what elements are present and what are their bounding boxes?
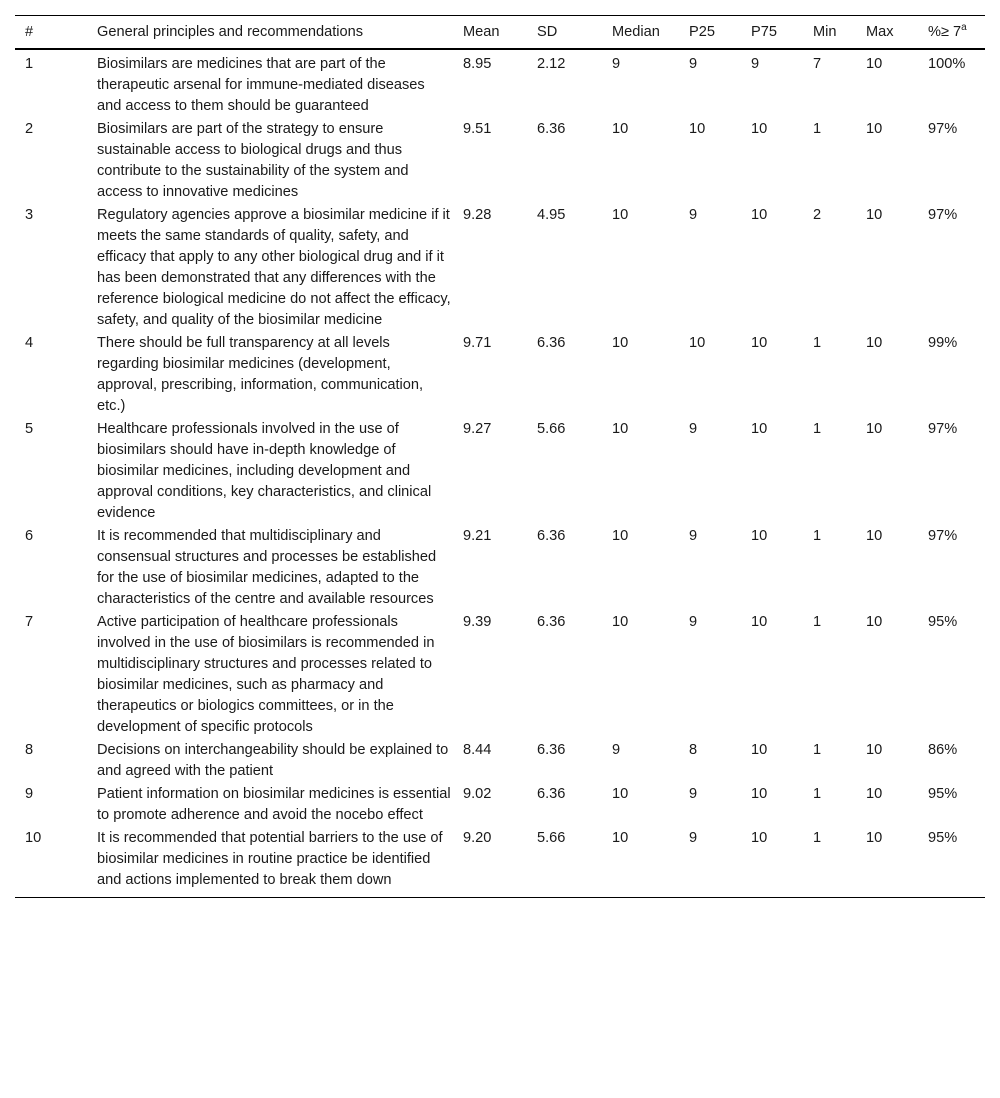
row-principle: Patient information on biosimilar medicines is essential to promote adherence and avoid the nocebo effect [97, 786, 451, 823]
row-sd: 6.36 [537, 786, 566, 802]
table-row [15, 782, 985, 826]
row-p25: 9 [689, 528, 698, 544]
row-min: 1 [813, 421, 822, 437]
table-row [15, 417, 985, 524]
footnote-marker: a [961, 22, 967, 33]
row-mean: 8.95 [463, 56, 492, 72]
table-row [15, 49, 985, 117]
row-max: 10 [866, 830, 883, 846]
row-number: 2 [25, 121, 34, 137]
row-p25: 8 [689, 742, 698, 758]
row-min: 1 [813, 121, 822, 137]
row-p25: 9 [689, 207, 698, 223]
row-max: 10 [866, 207, 883, 223]
row-sd: 6.36 [537, 121, 566, 137]
row-number: 7 [25, 614, 34, 630]
row-max: 10 [866, 614, 883, 630]
row-number: 3 [25, 207, 34, 223]
row-median: 9 [612, 56, 621, 72]
row-percent: 95% [928, 786, 958, 802]
row-percent: 86% [928, 742, 958, 758]
table-header [15, 16, 985, 50]
row-mean: 9.02 [463, 786, 492, 802]
row-p25: 9 [689, 614, 698, 630]
row-p25: 9 [689, 56, 698, 72]
header-p25: P25 [689, 24, 715, 40]
row-max: 10 [866, 786, 883, 802]
header-percent-ge-7 [918, 16, 985, 50]
table-row [15, 203, 985, 331]
row-sd: 6.36 [537, 528, 566, 544]
recommendations-table [15, 15, 985, 898]
row-number: 8 [25, 742, 34, 758]
row-number: 1 [25, 56, 34, 72]
row-median: 10 [612, 121, 629, 137]
row-p75: 10 [751, 786, 768, 802]
row-p75: 10 [751, 335, 768, 351]
row-mean: 9.71 [463, 335, 492, 351]
header-row [15, 16, 985, 50]
row-min: 1 [813, 786, 822, 802]
row-number: 5 [25, 421, 34, 437]
row-percent: 95% [928, 830, 958, 846]
row-median: 10 [612, 830, 629, 846]
row-number: 6 [25, 528, 34, 544]
table-row [15, 117, 985, 203]
header-number: # [25, 24, 34, 40]
row-p75: 10 [751, 121, 768, 137]
row-p75: 10 [751, 614, 768, 630]
header-max: Max [866, 24, 894, 40]
row-percent: 97% [928, 421, 958, 437]
row-median: 10 [612, 614, 629, 630]
row-percent: 97% [928, 207, 958, 223]
row-percent: 100% [928, 56, 966, 72]
row-mean: 9.21 [463, 528, 492, 544]
row-mean: 8.44 [463, 742, 492, 758]
row-p75: 10 [751, 421, 768, 437]
header-p75: P75 [751, 24, 777, 40]
table-row [15, 738, 985, 782]
row-principle: It is recommended that potential barriers to the use of biosimilar medicines in routine practice be identified and actions implemented to break them down [97, 830, 443, 888]
row-p25: 10 [689, 121, 706, 137]
row-percent: 95% [928, 614, 958, 630]
row-p75: 10 [751, 528, 768, 544]
row-mean: 9.27 [463, 421, 492, 437]
row-max: 10 [866, 335, 883, 351]
header-principles: General principles and recommendations [97, 24, 364, 40]
row-sd: 6.36 [537, 742, 566, 758]
row-percent: 97% [928, 121, 958, 137]
row-number: 9 [25, 786, 34, 802]
recommendations-table-container [15, 15, 985, 898]
row-min: 2 [813, 207, 822, 223]
row-principle: Regulatory agencies approve a biosimilar medicine if it meets the same standards of quality, safety, and efficacy that apply to any other biological drug and if it has been demonstrated that any differences with the reference biological medicine do not affect the efficacy, safety, and quality of the biosimilar medicine [97, 207, 451, 328]
row-median: 10 [612, 421, 629, 437]
row-p75: 10 [751, 742, 768, 758]
row-median: 10 [612, 528, 629, 544]
row-number: 4 [25, 335, 34, 351]
table-body [15, 49, 985, 898]
row-median: 10 [612, 786, 629, 802]
row-min: 1 [813, 528, 822, 544]
row-mean: 9.20 [463, 830, 492, 846]
row-principle: Active participation of healthcare professionals involved in the use of biosimilars is recommended in multidisciplinary structures and processes related to biosimilar medicines, such as pharmacy and therapeutics or biologics committees, or in the development of specific protocols [97, 614, 435, 735]
row-min: 1 [813, 335, 822, 351]
row-p75: 9 [751, 56, 760, 72]
row-principle: Biosimilars are part of the strategy to ensure sustainable access to biological drugs and thus contribute to the sustainability of the system and access to innovative medicines [97, 121, 409, 200]
row-sd: 4.95 [537, 207, 566, 223]
row-max: 10 [866, 56, 883, 72]
row-min: 1 [813, 614, 822, 630]
row-sd: 5.66 [537, 830, 566, 846]
row-percent: 99% [928, 335, 958, 351]
row-p25: 9 [689, 786, 698, 802]
row-principle: Healthcare professionals involved in the use of biosimilars should have in-depth knowledge of biosimilar medicines, including development and approval conditions, key characteristics, and clinical evidence [97, 421, 432, 521]
table-row [15, 331, 985, 417]
row-median: 9 [612, 742, 621, 758]
row-p75: 10 [751, 207, 768, 223]
row-min: 7 [813, 56, 822, 72]
table-row [15, 610, 985, 738]
header-min: Min [813, 24, 837, 40]
row-percent: 97% [928, 528, 958, 544]
row-max: 10 [866, 528, 883, 544]
row-principle: There should be full transparency at all levels regarding biosimilar medicines (development, approval, prescribing, information, communication, etc.) [97, 335, 424, 414]
row-min: 1 [813, 742, 822, 758]
row-sd: 5.66 [537, 421, 566, 437]
row-max: 10 [866, 421, 883, 437]
row-p25: 9 [689, 830, 698, 846]
row-p25: 10 [689, 335, 706, 351]
row-number: 10 [25, 830, 42, 846]
row-min: 1 [813, 830, 822, 846]
row-sd: 6.36 [537, 335, 566, 351]
table-row [15, 826, 985, 898]
row-max: 10 [866, 742, 883, 758]
header-percent-label: %≥ 7 [928, 24, 962, 40]
header-mean: Mean [463, 24, 500, 40]
row-median: 10 [612, 207, 629, 223]
row-principle: It is recommended that multidisciplinary and consensual structures and processes be established for the use of biosimilar medicines, adapted to the characteristics of the centre and available resources [97, 528, 437, 607]
row-p25: 9 [689, 421, 698, 437]
row-median: 10 [612, 335, 629, 351]
table-row [15, 524, 985, 610]
row-mean: 9.39 [463, 614, 492, 630]
row-principle: Biosimilars are medicines that are part of the therapeutic arsenal for immune-mediated diseases and access to them should be guaranteed [97, 56, 425, 114]
row-mean: 9.28 [463, 207, 492, 223]
row-mean: 9.51 [463, 121, 492, 137]
row-p75: 10 [751, 830, 768, 846]
row-sd: 2.12 [537, 56, 566, 72]
row-sd: 6.36 [537, 614, 566, 630]
header-sd: SD [537, 24, 558, 40]
row-max: 10 [866, 121, 883, 137]
header-median: Median [612, 24, 660, 40]
row-principle: Decisions on interchangeability should be explained to and agreed with the patient [97, 742, 449, 779]
